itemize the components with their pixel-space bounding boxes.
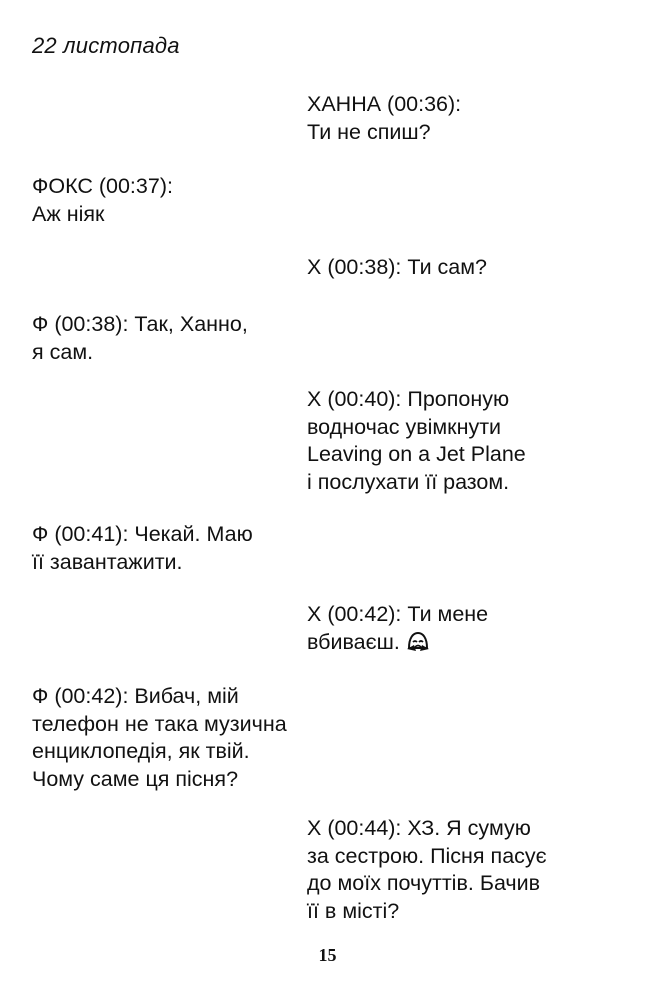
- date-heading: 22 листопада: [32, 33, 180, 58]
- page-number: 15: [318, 945, 337, 965]
- message-fox-0038: [32, 311, 248, 366]
- message-fox-0041: [32, 521, 253, 576]
- message-text-line: і послухати її разом.: [307, 469, 510, 494]
- message-text-line: Чому саме ця пісня?: [32, 766, 239, 791]
- message-text-line: телефон не така музична: [32, 711, 287, 736]
- message-text-line: Х (00:42): Ти мене: [307, 602, 489, 626]
- message-sender-line: ФОКС (00:37):: [32, 174, 173, 198]
- message-text-line: за сестрою. Пісня пасує: [307, 843, 547, 868]
- message-fox-0037: [32, 173, 173, 228]
- message-text-line: Х (00:38): Ти сам?: [307, 255, 487, 279]
- message-hanna-0042: [307, 601, 488, 659]
- message-text-line: водночас увімкнути: [307, 414, 502, 439]
- message-text-line: її в місті?: [307, 898, 400, 923]
- message-text-line: я сам.: [32, 339, 94, 364]
- message-text-line: Х (00:44): ХЗ. Я сумую: [307, 816, 531, 840]
- message-hanna-0036: [307, 91, 461, 146]
- message-text-line: до моїх почуттів. Бачив: [307, 871, 541, 895]
- message-text-line: Ф (00:42): Вибач, мій: [32, 684, 239, 708]
- message-text-line: Ти не спиш?: [307, 119, 431, 144]
- message-text-line: Аж ніяк: [32, 201, 105, 226]
- message-hanna-0044: [307, 815, 547, 925]
- message-text-line: Ф (00:38): Так, Ханно,: [32, 312, 248, 336]
- message-text-line: енциклопедія, як твій.: [32, 739, 250, 763]
- message-text: вбиваєш.: [307, 629, 400, 654]
- message-hanna-0038: [307, 254, 487, 282]
- message-text-line: Х (00:40): Пропоную: [307, 387, 510, 411]
- message-sender-line: ХАННА (00:36):: [307, 92, 462, 116]
- message-fox-0042: [32, 683, 287, 793]
- crying-face-icon: [406, 630, 430, 660]
- message-text-line: Ф (00:41): Чекай. Маю: [32, 522, 253, 546]
- message-text-line: її завантажити.: [32, 549, 183, 574]
- message-text-line: Leaving on a Jet Plane: [307, 442, 526, 466]
- message-text-line: [307, 629, 488, 660]
- message-hanna-0040: [307, 386, 526, 496]
